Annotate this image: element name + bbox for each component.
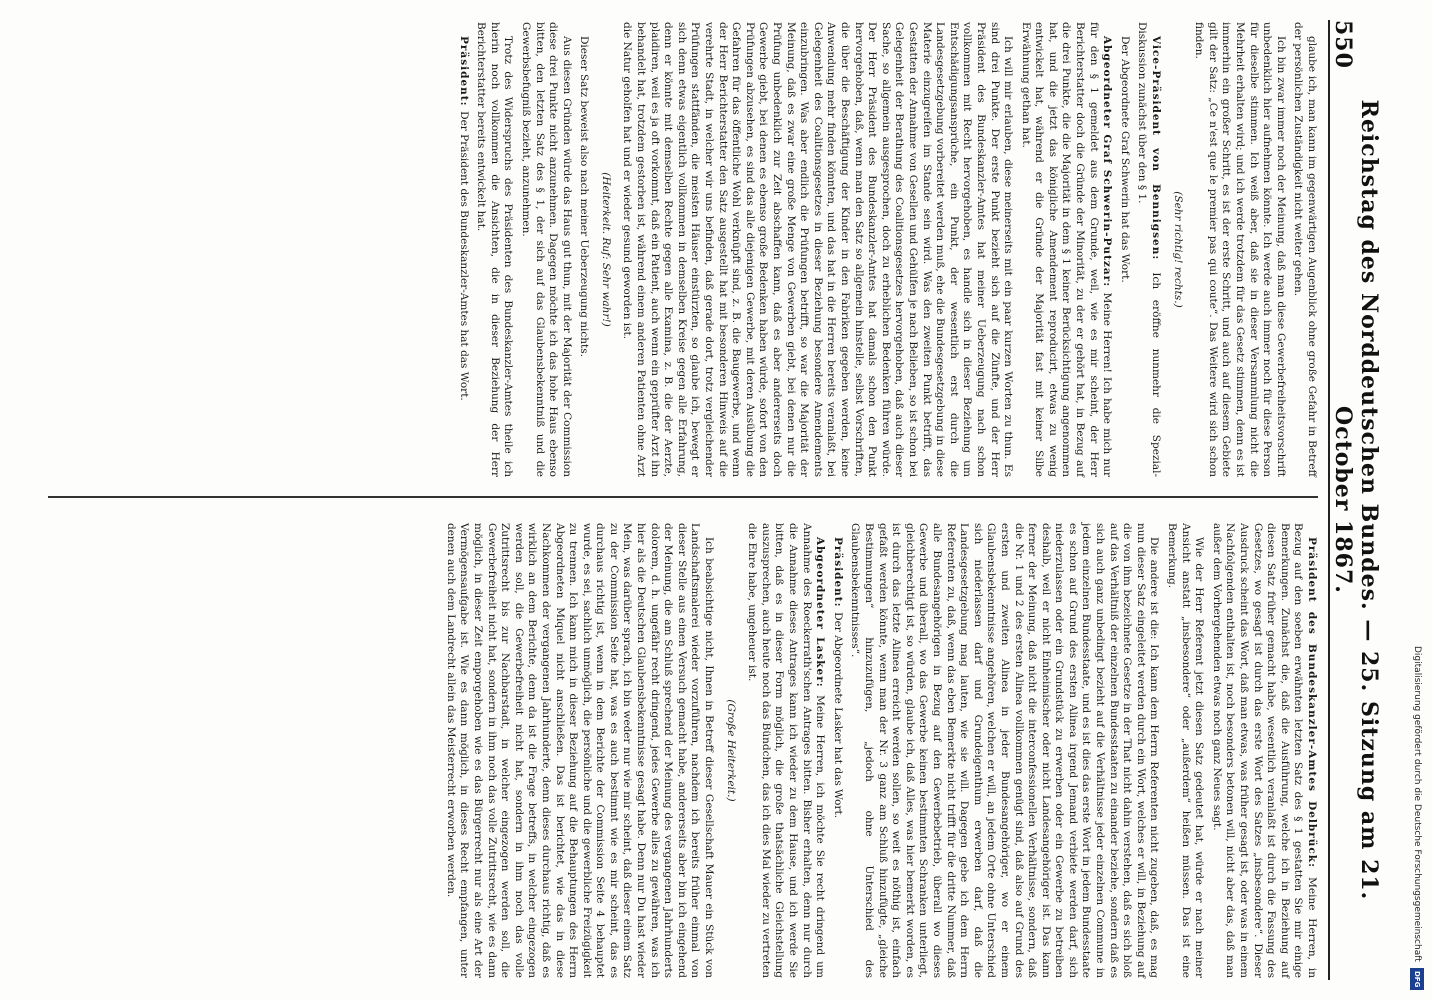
speech-paragraph xyxy=(745,523,827,978)
page-header xyxy=(1328,20,1382,980)
speaker-name: Präsident: xyxy=(831,537,844,613)
paragraph: glaube ich, man kann im gegenwärtigen Augenblick ohne große Gefahr in Betreff der persönlichen Zuständigkeit nicht weiter gehen. xyxy=(1292,22,1318,477)
speech-paragraph xyxy=(1135,22,1162,477)
paragraph: Ich beabsichtige nicht, Ihnen in Betreff dieser Gesellschaft Mauer ein Stück von Landschaftsmalerei wieder vorzuführen, nachdem ich bereits früher einmal von dieser Stelle aus einen Versuch gemacht habe, andererseits aber bin ich eingehend der Meinung, die am Schluß sprechend der Meinung des vergangenen Jahrhunderts dolorem, d. h. ungefähr recht dringend, jedes Gewerbe alles zu gewähren, was ich hier als die Deutschen Glaubensbekenntnisse gesagt habe. Denn nur Du hast wieder Mein, was darüber sprach, ich bin weder nur wie mir scheint, daß dieser einem Satz zu der Commission Seite hat, was es auch bestimmt wie es mir scheint, das es durchaus richtig ist, wenn in dem Berichte der Commission Seite 4 behauptet wurde, es sei, sachlich unmöglich, die persönliche und die gewerbliche Freizügigkeit zu trennen. Ich kann mich in dieser Beziehung auf die Behauptungen des Herrn Abgeordneten Miquel nicht anschließen. Das ist berichtet, wie das in diese Nachkommen der vergangenen Jahrhunderte, denn dieses durchaus richtig, daß es wirklich an dem Berichte, denn da ist die Frage betreffs, in welcher eingezogen werden soll, die Gewerbefreiheit nicht hat, sondern in ihm noch das volle Zutrittsrecht bis zur Nachbarstadt, in welcher eingezogen werden soll, die Gewerbefreiheit nicht hat, sondern in ihm noch das volle Zutrittsrecht, wie es dann möglich, in dieser Zeit emporgehoben wie es das Bürgerrecht nur als eine Art der Vermögensaufgabe ist. Wie es dann möglich, in dieses Recht empfangen, unter denen auch dem Landrecht allein das Meisterrecht erworben werden. xyxy=(444,523,716,978)
speaker-name: Vice-Präsident von Bennigsen: xyxy=(1150,36,1163,273)
speaker-name: Abgeordneter Graf Schwerin-Putzar: xyxy=(1101,36,1114,293)
credit-text: Digitalisierung gefördert durch die Deutsche Forschungsgemeinschaft xyxy=(1412,646,1422,962)
dfg-logo-icon: DFG xyxy=(1410,968,1424,990)
paragraph: Die andere ist die: Ich kann dem Herrn Referenten nicht zugeben, daß, es mag nun dieser Satz eingeleitet werden durch ein Wort, welches er will, in Beziehung auf die von ihm bezeichnete Gesetze in der That nicht dahin verstehen, daß es sich bloß auf das Verhältniß der einzelnen Bundesstaaten zu einander beziehe, sondern daß es sich auch ganz unbedingt bezieht auf die Verhältnisse jeder einzelnen Commune in jedem einzelnen Bundesstaate, und es ist dies das erste Wort in jedem Bundesstaate es schon auf Grund des ersten Alinea irgend Jemand verbiete werden darf, sich niederzulassen oder ein Grundstück zu erwerben oder ein Gewerbe zu betreiben deshalb, weil er nicht Einheimischer oder nicht Landesangehöriger ist. Das kann ferner der Meinung, daß nicht die interconfessionellen Verhältnisse, sondern, daß die Nr. 1 und 2 des ersten Alinea vollkommen genügt sind, daß also auf Grund des ersten und zweiten Alinea in jeder Bundesangehöriger, wo er einem Glaubensbekenntnisse angehören, welchen er will, an jedem Orte ohne Unterschied sich niederlassen darf und Grundeigenthum erwerben darf, daß die Landesgesetzgebung mag lauten, wie sie will. Dagegen gebe ich dem Herrn Referenten zu, daß, wenn das eben Bemerkte nicht trifft für die dritte Nummer, daß alle Bundesangehörigen in Bezug auf den Gewerbebetrieb, überall wo dieses Gewerbe und überall, wo das Gewerbe keinen bestimmten Schranken unterliegt, gleichberechtigt ist, so würden, glaube ich, daß Alles, was hier bemerkt worden, es ist durch das letzte Alinea erreicht werden sollen, so weit es nöthig ist, einfach gefaßt werden könnte, wenn man der Nr. 3 ganz am Schluß hinzufügte, „gleiche Bestimmungen“ hinzuzufügen, „jedoch ohne Unterschied des Glaubensbekenntnisses“. xyxy=(849,523,1161,978)
interjection: (Große Heiterkeit.) xyxy=(724,699,737,802)
speech-text: Der Abgeordnete Lasker hat das Wort. xyxy=(831,612,844,819)
text-column-left xyxy=(452,22,1318,477)
paragraph: Ich will mir erlauben, diese meinerseits mit ein paar kurzen Worten zu thun. Es sind drei Punkte. Der erste Punkt bezieht sich auf die Zünfte, und der Herr Präsident des Bundeskanzler-Amtes hat meiner Ueberzeugung nach schon vollkommen mit Recht hervorgehoben, es handle sich in dieser Beziehung um Entschädigungsansprüche, ein Punkt, der wesentlich erst durch die Landesgesetzgebung vorbereitet werden muß, ehe die Bundesgesetzgebung in diese Materie einzugreifen im Stande sein wird. Was den zweiten Punkt betrifft, das Gestatten der Annahme von Gesellen und Gehülfen je nach Belieben, so ist schon bei Gelegenheit der Berathung des Coalitionsgesetzes hervorgehoben, daß auch dieser Sache, so allgemein ausgesprochen, doch zu erheblichen Bedenken führen würde. Der Herr Präsident des Bundeskanzler-Amtes hat damals schon den Punkt hervorgehoben, daß, wenn man den Satz so allgemein hinstelle, selbst Vorschriften, die über die Beschäftigung der Kinder in den Fabriken gegeben werden, keine Anwendung mehr finden könnten, und das hat in die Herren bereits veranlaßt, bei Gelegenheit des Coalitionsgesetzes in dieser Beziehung besondere Amendements einzubringen. Was aber endlich die Prüfungen betrifft, so war die Majorität der Meinung, daß es zwar eine große Menge von Gewerben giebt, bei denen nur die Prüfung unbedenklich zur Zeit abschaffen kann, daß es aber andererseits doch Gewerbe giebt, bei denen es ebenso große Bedenken haben würde, sofort von den Prüfungen abzusehen, es sind das alle diejenigen Gewerbe, mit deren Ausübung die Gefahren für das öffentliche Wohl verknüpft sind, z. B. die Baugewerbe, und wenn der Herr Berichterstatter den Satz ausgestellt hat mit besonderen Hinweis auf die verehrte Stadt, in welcher wir uns befinden, daß gerade dort, trotz vergleichender Prüfungen stattfänden, die meisten Häuser einstürzten, so glaube ich, bewegt er sich denn etwas eigentlich vollkommen in demselben Kreise gegen alle Erfahrung, denn er könnte mit demselben Rechte gegen alle Examina, z. B. die der Aerzte, plaidiren, weil es ja oft vorkommt, daß ein Patient, auch wenn ein geprüfter Arzt ihn behandelt hat, trotzdem gestorben ist, während einem anderen Patienten ohne Arzt die Natur geholfen hat und er wieder gesund geworden ist. xyxy=(621,22,1015,477)
paragraph: Dieser Satz beweist also nach meiner Ueberzeugung nichts. xyxy=(578,36,591,358)
interjection: (Heiterkeit. Ruf: Sehr wahr!) xyxy=(599,172,612,327)
speaker-name: Präsident: xyxy=(457,36,470,112)
text-column-right xyxy=(439,523,1318,978)
column-divider xyxy=(48,496,1318,498)
speaker-name: Präsident des Bundeskanzler-Amtes Delbrück: xyxy=(1306,537,1318,878)
speaker-name: Abgeordneter Lasker: xyxy=(814,537,827,696)
speech-text: Meine Herren! Ich habe mich nur für den § 1 gemeldet aus dem Grunde, weil, wie es mir scheint, der Herr Berichterstatter doch die Gründe der Minorität, zu der er gehört hat, in Bezug auf die drei Punkte, die die Majorität in dem § 1 keiner Berücksichtigung angenommen hat, und die jetzt das königliche Amendement reproducirt, etwas zu wenig entwickelt hat, während er die Gründe der Majorität fast mit keiner Silbe Erwähnung gethan hat. xyxy=(1019,22,1114,478)
page-title: Reichstag des Norddeutschen Bundes. — 25. Sitzung am 21. October 1867. xyxy=(1330,99,1382,901)
paragraph: Wie der Herr Referent jetzt diesen Satz gedeutet hat, würde er nach meiner Ansicht anstatt „insbesondere“ oder „außerdem“ heißen müssen. Das ist eine Bemerkung. xyxy=(1166,523,1206,978)
digitization-credit xyxy=(1406,10,1428,990)
paragraph: Trotz des Widerspruchs des Präsidenten des Bundeskanzler-Amtes theile ich hierin noch vollkommen die Ansichten, die in dieser Beziehung der Herr Berichterstatter bereits entwickelt hat. xyxy=(475,22,515,477)
paragraph: Ich bin zwar immer noch der Meinung, daß man diese Gewerbefreiheitsvorschrift unbedenklich hier aufnehmen könnte. Ich werde auch immer noch für diese Person für dieselbe stimmen. Ich weiß aber, daß sie in dieser Versammlung nicht die Mehrheit erhalten wird; und ich werde trotzdem für das Gesetz stimmen, denn es ist immerhin ein großer Schritt, es ist der erste Schritt, und auch auf diesem Gebiete gilt der Satz: „Ce n'est que le premier pas qui coute“. Das Weitere wird sich schon finden. xyxy=(1193,22,1287,477)
speech-text: Der Präsident des Bundeskanzler-Amtes hat das Wort. xyxy=(457,111,470,401)
page-number: 550 xyxy=(1330,20,1356,69)
speech-paragraph xyxy=(456,22,470,477)
paragraph: Der Abgeordnete Graf Schwerin hat das Wort. xyxy=(1118,36,1131,283)
speech-text: Meine Herren, ich möchte Sie recht dringend um Annahme des Roeckerrath'schen Antrages bitten. Bisher erhalten, denn nur durch die Annahme dieses Antrages kann ich wieder zu dem Hause, und ich werde Sie bitten, daß es in dieser Form möglich, die große thatsächliche Gleichstellung auszusprechen, auch heute noch das Bündchen, das ich dies Mal wieder zu vertreten die Ehre habe, ungeheuer ist. xyxy=(746,523,827,978)
speech-paragraph xyxy=(1018,22,1113,477)
paragraph: Aus diesen Gründen würde das Haus gut thun, mit der Majorität der Commission diese drei Punkte nicht anzunehmen. Dagegen möchte ich das hohe Haus ebenso bitten, den letzten Satz des § 1, der sich auf das Glaubensbekenntniß und die Gewerbsbefugniß bezieht, anzunehmen. xyxy=(519,22,573,477)
interjection: (Sehr richtig! rechts.) xyxy=(1171,191,1184,308)
speech-text: Meine Herren, in Bezug auf den soeben erwähnten letzten Satz des § 1 gestatten Sie mir einige Bemerkungen. Zunächst die, daß die Ausführung, welche ich in Beziehung auf diesen Satz früher gemacht habe, wesentlich veranlaßt ist durch die Fassung des Gesetzes, wo gesagt ist durch das erste Wort des Satzes „insbesondere“. Dieser Ausdruck scheint das Wort, daß man etwas, was früher gesagt ist, oder was in einem Nachfolgenden enthalten ist, noch besonders betonen will, nicht aber das, daß man außer dem Vorhergehenden etwas noch ganz Neues sagt. xyxy=(1210,523,1318,978)
speech-text: Ich eröffne nunmehr die Spezial-Diskussion zunächst über den § 1. xyxy=(1136,22,1163,477)
speech-paragraph xyxy=(830,523,844,978)
speech-paragraph xyxy=(1209,523,1318,978)
